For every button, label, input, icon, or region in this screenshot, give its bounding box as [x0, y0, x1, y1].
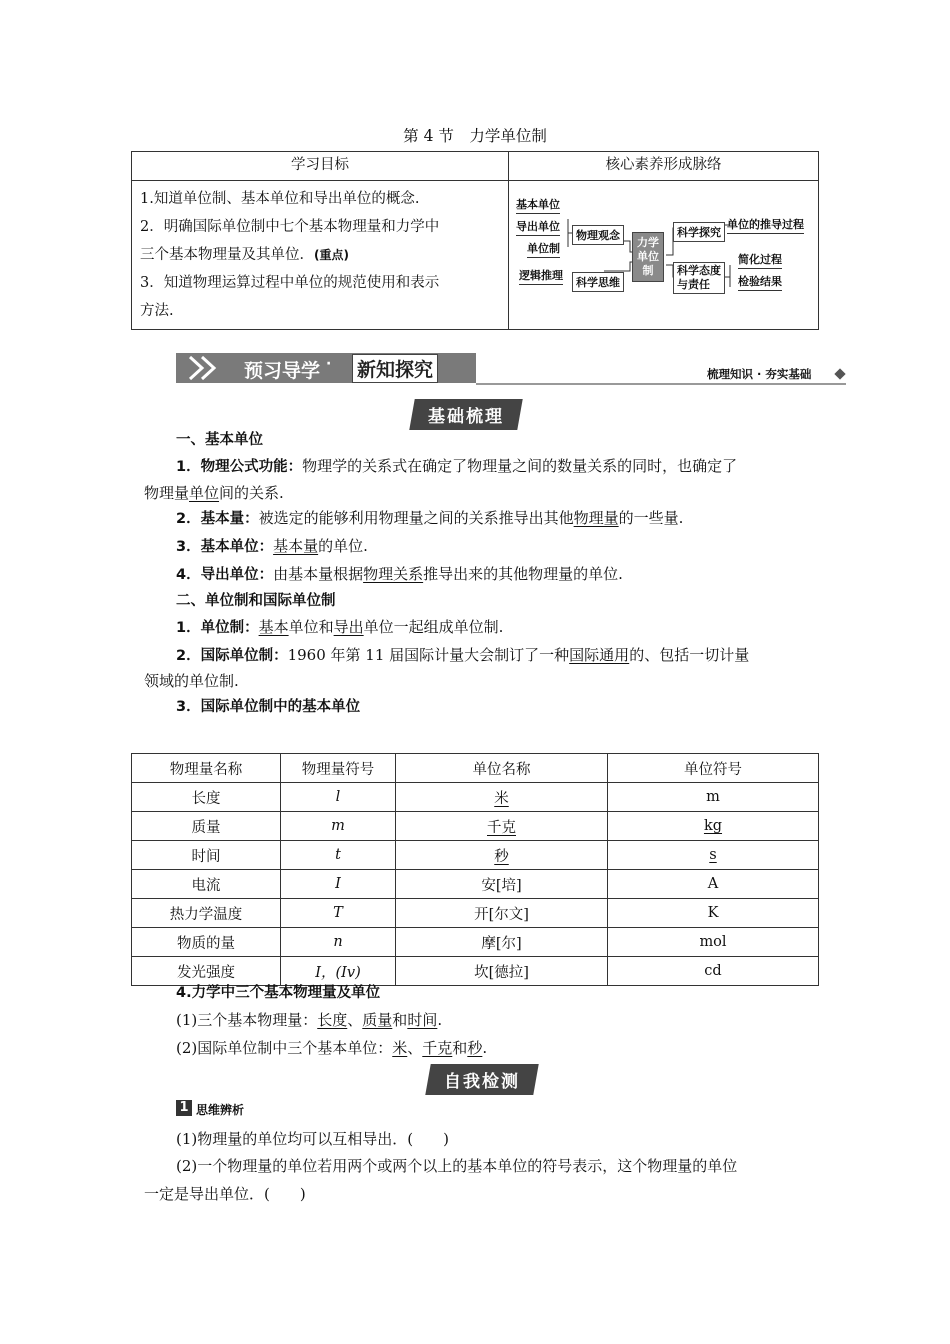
objective-item: 方法.	[140, 303, 174, 319]
para: 领域的单位制.	[144, 672, 239, 690]
double-chevron-icon	[186, 355, 236, 381]
banner-dot: ·	[326, 356, 332, 372]
table-cell: A	[608, 870, 819, 899]
table-row	[132, 812, 819, 841]
mindmap-inquiry: 科学探究	[673, 222, 725, 242]
table-header: 物理量名称	[132, 754, 281, 783]
table-cell: s	[608, 841, 819, 870]
table-cell: 安[培]	[396, 870, 608, 899]
table-row	[132, 899, 819, 928]
table-cell: 发光强度	[132, 957, 281, 986]
table-row	[132, 928, 819, 957]
para: 4．导出单位：由基本量根据物理关系推导出来的其他物理量的单位.	[176, 565, 623, 583]
mindmap-basic-unit: 基本单位	[516, 196, 560, 214]
objective-item: 3．知道物理运算过程中单位的规范使用和表示	[140, 275, 440, 291]
para: (1)三个基本物理量：长度、质量和时间.	[176, 1011, 443, 1029]
para: 1．物理公式功能：物理学的关系式在确定了物理量之间的数量关系的同时，也确定了	[176, 457, 738, 475]
banner-tag: 梳理知识 · 夯实基础	[707, 367, 812, 381]
table-cell: K	[608, 899, 819, 928]
literacy-header: 核心素养形成脉络	[509, 152, 819, 181]
number-badge: 1	[176, 1100, 192, 1116]
table-cell: 热力学温度	[132, 899, 281, 928]
table-row	[132, 783, 819, 812]
table-cell: 秒	[396, 841, 608, 870]
table-cell: 千克	[396, 812, 608, 841]
table-cell: t	[281, 841, 396, 870]
table-cell: n	[281, 928, 396, 957]
table-cell: mol	[608, 928, 819, 957]
question-2-cont: 一定是导出单位．( )	[144, 1185, 306, 1203]
heading-unit-system: 二、单位制和国际单位制	[176, 593, 336, 609]
objective-item: 2．明确国际单位制中七个基本物理量和力学中	[140, 219, 440, 235]
table-cell: kg	[608, 812, 819, 841]
table-cell: l	[281, 783, 396, 812]
table-cell: I，(Iv)	[281, 957, 396, 986]
table-header: 单位名称	[396, 754, 608, 783]
table-cell: 长度	[132, 783, 281, 812]
para: 物理量单位间的关系.	[144, 484, 284, 502]
banner-left: 预习导学	[244, 360, 321, 382]
table-row	[132, 841, 819, 870]
question-2: (2)一个物理量的单位若用两个或两个以上的基本单位的符号表示，这个物理量的单位	[176, 1157, 738, 1175]
para: (2)国际单位制中三个基本单位：米、千克和秒.	[176, 1039, 488, 1057]
mindmap-unit-system: 单位制	[527, 240, 560, 258]
table-cell: 质量	[132, 812, 281, 841]
mindmap-verify: 检验结果	[738, 273, 782, 291]
table-row	[132, 870, 819, 899]
table-cell: 开[尔文]	[396, 899, 608, 928]
section-ribbon-selfcheck: 自我检测	[425, 1064, 538, 1095]
mindmap-derivation: 单位的推导过程	[727, 216, 804, 234]
table-cell: cd	[608, 957, 819, 986]
para: 3．基本单位：基本量的单位.	[176, 537, 368, 555]
table-header: 单位符号	[608, 754, 819, 783]
table-cell: 坎[德拉]	[396, 957, 608, 986]
diamond-icon	[834, 368, 845, 379]
table-cell: T	[281, 899, 396, 928]
banner-right: 新知探究	[352, 354, 438, 383]
table-header: 物理量符号	[281, 754, 396, 783]
mindmap-center: 力学 单位 制	[632, 232, 664, 282]
section-ribbon-basics: 基础梳理	[409, 399, 522, 430]
mindmap-derived-unit: 导出单位	[516, 218, 560, 236]
table-cell: m	[608, 783, 819, 812]
para: 2．基本量：被选定的能够利用物理量之间的关系推导出其他物理量的一些量.	[176, 509, 684, 527]
heading-mechanics-units: 4.力学中三个基本物理量及单位	[176, 985, 381, 1001]
objective-item: 三个基本物理量及其单位．(重点)	[140, 247, 349, 263]
table-cell: 米	[396, 783, 608, 812]
mindmap-simplify: 简化过程	[738, 251, 782, 269]
banner-rule	[476, 383, 846, 385]
section-banner	[176, 353, 476, 383]
heading-si-base-units: 3．国际单位制中的基本单位	[176, 699, 361, 715]
table-cell: 摩[尔]	[396, 928, 608, 957]
mindmap-physics-concept: 物理观念	[572, 225, 624, 245]
table-cell: 时间	[132, 841, 281, 870]
mindmap-scientific-thinking: 科学思维	[572, 272, 624, 292]
table-cell: 物质的量	[132, 928, 281, 957]
table-cell: m	[281, 812, 396, 841]
si-units-table	[131, 753, 819, 986]
objectives-header: 学习目标	[132, 152, 509, 181]
check-label: 思维辨析	[196, 1103, 245, 1117]
section-title: 第 4 节 力学单位制	[403, 127, 547, 145]
table-header-row	[132, 754, 819, 783]
objectives-list	[132, 181, 509, 330]
mindmap-logic: 逻辑推理	[519, 267, 563, 285]
para: 1．单位制：基本单位和导出单位一起组成单位制.	[176, 618, 504, 636]
heading-basic-units: 一、基本单位	[176, 432, 263, 448]
table-cell: I	[281, 870, 396, 899]
para: 2．国际单位制：1960 年第 11 届国际计量大会制订了一种国际通用的、包括一切计量	[176, 646, 750, 664]
mindmap-attitude: 科学态度 与责任	[673, 262, 725, 294]
key-point-mark: (重点)	[314, 248, 349, 262]
objective-item: 1.知道单位制、基本单位和导出单位的概念.	[140, 191, 420, 207]
question-1: (1)物理量的单位均可以互相导出．( )	[176, 1130, 449, 1148]
table-cell: 电流	[132, 870, 281, 899]
